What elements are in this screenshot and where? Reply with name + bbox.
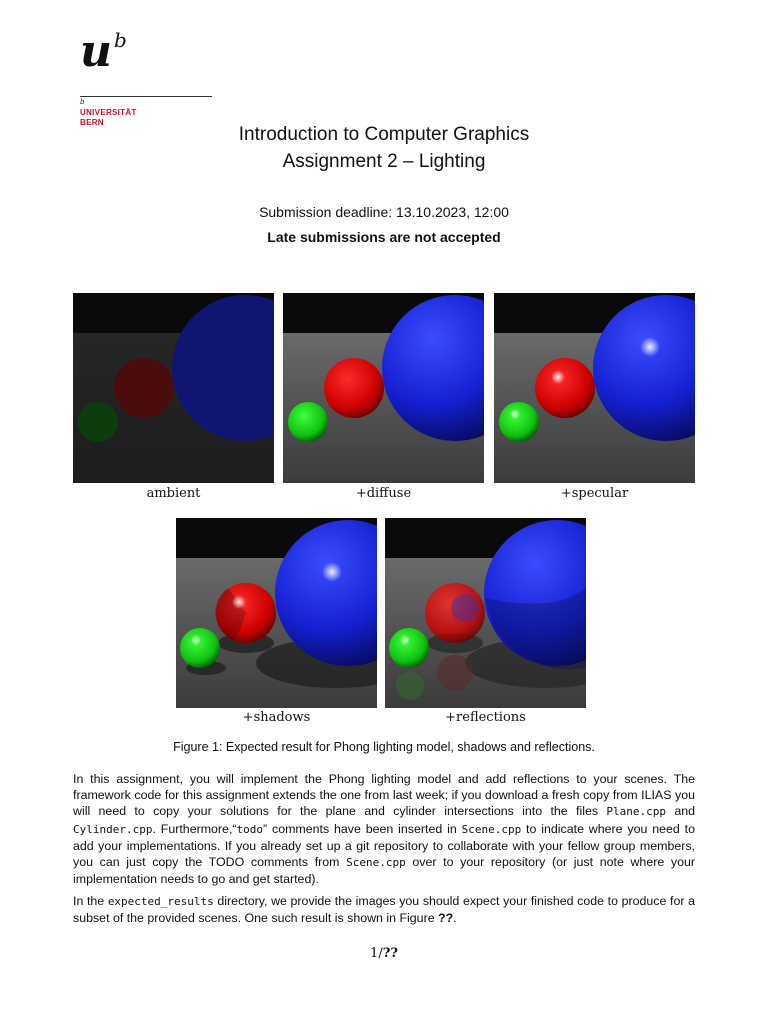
page-number bbox=[0, 946, 768, 961]
university-logo bbox=[80, 26, 214, 127]
logo-bern: BERN bbox=[80, 118, 104, 127]
logo-u: u bbox=[80, 26, 112, 77]
paragraph-expected-results bbox=[73, 893, 695, 926]
p1-text-5: to indicate where you need to add your implementations. If you already set up a git repository to collaborate with your fellow group members, you can just copy the TODO comments from bbox=[73, 821, 695, 870]
p1-code-todo: todo bbox=[236, 822, 264, 836]
document-title: Introduction to Computer Graphics bbox=[238, 124, 530, 145]
p1-text-1: In this assignment, you will implement the Phong lighting model and add reflections to your scenes. The framework code for this assignment extends the one from last week; if you download a fresh copy from ILIAS you will need to copy your solutions for the plane and cylinder intersections into the files bbox=[73, 772, 695, 819]
logo-rule bbox=[80, 96, 212, 97]
p2-text-3: . bbox=[453, 911, 457, 926]
paragraph-intro bbox=[73, 771, 695, 887]
caption-specular: +specular bbox=[560, 486, 629, 501]
render-diffuse bbox=[283, 293, 484, 483]
p2-code-expected-results: expected_results bbox=[107, 895, 214, 908]
p1-code-scene: Scene.cpp bbox=[461, 822, 522, 836]
p2-text-2: directory, we provide the images you should expect your finished code to produce for a subset of the provided scenes. One such result is shown in Figure bbox=[73, 894, 695, 926]
render-shadows bbox=[176, 518, 377, 708]
p1-code-scene-2: Scene.cpp bbox=[346, 856, 406, 870]
caption-ambient: ambient bbox=[146, 486, 201, 501]
p1-code-cylinder: Cylinder.cpp bbox=[73, 822, 153, 836]
page-current: 1/ bbox=[370, 946, 383, 961]
logo-mark bbox=[80, 26, 214, 82]
p1-text-6: over to your repository (or just note where your implementation needs to go and get started). bbox=[73, 855, 695, 887]
render-specular bbox=[494, 293, 695, 483]
p2-figure-ref: ?? bbox=[438, 911, 454, 926]
page-total: ?? bbox=[382, 946, 398, 961]
logo-universitaet: UNIVERSITÄT bbox=[80, 108, 137, 117]
p1-text-4: ” comments have been inserted in bbox=[263, 821, 462, 836]
render-reflections bbox=[385, 518, 586, 708]
logo-b-superscript: b bbox=[114, 28, 127, 52]
p2-text-1: In the bbox=[73, 894, 108, 908]
p1-code-plane: Plane.cpp bbox=[606, 805, 666, 819]
p1-text-3: . Furthermore,“ bbox=[152, 821, 237, 836]
assignment-title: Assignment 2 – Lighting bbox=[282, 151, 486, 172]
submission-deadline: Submission deadline: 13.10.2023, 12:00 bbox=[259, 204, 509, 220]
p1-text-2: and bbox=[665, 804, 695, 819]
caption-shadows: +shadows bbox=[242, 710, 311, 725]
late-notice: Late submissions are not accepted bbox=[267, 229, 501, 245]
figure-caption: Figure 1: Expected result for Phong lighting model, shadows and reflections. bbox=[173, 740, 595, 754]
caption-reflections: +reflections bbox=[445, 710, 526, 725]
render-ambient bbox=[73, 293, 274, 483]
logo-small-b: b bbox=[80, 98, 85, 106]
caption-diffuse: +diffuse bbox=[355, 486, 412, 501]
